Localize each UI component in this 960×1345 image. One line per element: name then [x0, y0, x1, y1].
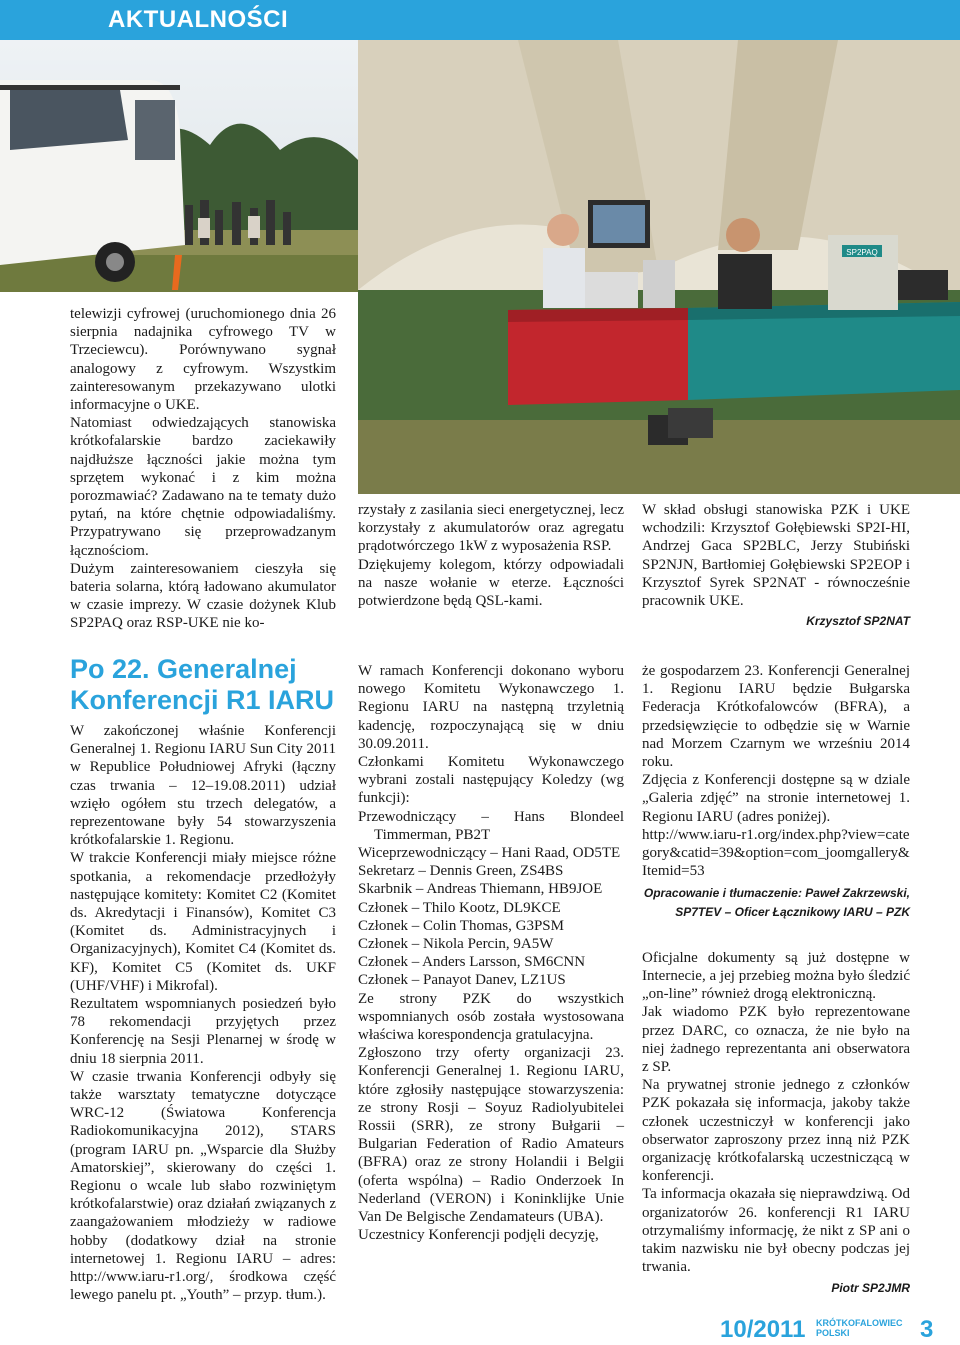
list-item: Przewodniczący – Hans Blondeel Timmerman, PB2T	[358, 808, 624, 843]
photo-radio-tent	[358, 40, 960, 494]
paragraph: Ta informacja okazała się nieprawdziwą. Od organizatorów 26. konferencji R1 IARU otrzymaliśmy informację, że nikt z SP ani o takim nazwisku nie był obecny podczas jej trwania.	[642, 1186, 910, 1276]
paragraph: Zdjęcia z Konferencji dostępne są w dziale „Galeria zdjęć” na stronie internetowej 1. Regionu IARU (adres poniżej).	[642, 772, 910, 825]
list-item: Wiceprzewodniczący – Hani Raad, OD5TE	[358, 845, 621, 862]
paragraph: W skład obsługi stanowiska PZK i UKE wchodzili: Krzysztof Gołębiewski SP2I-HI, Andrzej Gaca SP2BLC, Jerzy Stubiński SP2NJN, Bartłomiej Gołębiewski SP2EOP i Krzysztof Syrek SP2NAT - równocześnie pracownik UKE.	[642, 502, 910, 610]
committee-members-list	[358, 808, 624, 990]
article-column-2	[358, 662, 624, 1245]
article-column-3	[642, 662, 910, 1297]
intro-column-2	[358, 501, 624, 610]
paragraph: W czasie trwania Konferencji odbyły się także warsztaty tematyczne dotyczące WRC-12 (Światowa Konferencja Radiokomunikacyjna 2012), STARS (program IARU pn. „Wsparcie dla Służby Amatorskiej”, skierowany do części 1. Regionu o wcale lub słabo rozwiniętym krótkofalarstwie) oraz działań związanych z zaangażowaniem młodzieży w radiowe hobby (dodatkowy dział na stronie internetowej 1. Regionu IARU – adres: http://www.iaru-r1.org/, środkowa część lewego panelu pt. „Youth” – przyp. tłum.).	[70, 1068, 336, 1304]
paragraph: Na prywatnej stronie jednego z członków PZK pokazała się informacja, jakoby także członek uczestniczył w konferencji jako obserwator zaproszony przez inną niż PZK organizację krótkofalarską uczestniczącą w konferencji.	[642, 1077, 910, 1185]
list-item: Członek – Anders Larsson, SM6CNN	[358, 954, 586, 971]
list-item: Członek – Panayot Danev, LZ1US	[358, 972, 566, 989]
paragraph: Natomiast odwiedzających stanowiska krótkofalarskie bardzo zaciekawiły najdłuższe łączności jakie można tym sprzętem wykonać i z kim można porozmawiać? Zadawano na te tematy dużo pytań, na które chętnie odpowiadaliśmy. Przypatrywano się przeprowadzanym łącznościom.	[70, 415, 336, 559]
magazine-name	[816, 1318, 903, 1338]
paragraph: W ramach Konferencji dokonano wyboru nowego Komitetu Wykonawczego 1. Regionu IARU na następną trzyletnią kadencję, rozpoczynającą się w dniu 30.09.2011.	[358, 663, 624, 752]
paragraph: W trakcie Konferencji miały miejsce różne spotkania, a rekomendacje przedłożyły następujące komitety: Komitet C2 (Komitet ds. Akredytacji i Finansów), Komitet C3 (Komitet ds. Administracyjnych i Organizacyjnych), Komitet C4 (Komitet ds. KF), Komitet C5 (Komitet ds. UKF (UHF/VHF) i Mikrofal).	[70, 850, 336, 994]
magazine-name-line2: POLSKI	[816, 1328, 850, 1338]
paragraph: Uczestnicy Konferencji podjęli decyzję,	[358, 1227, 599, 1244]
list-item: Skarbnik – Andreas Thiemann, HB9JOE	[358, 881, 603, 898]
paragraph: Dziękujemy kolegom, którzy odpowiadali na nasze wołanie w eterze. Łączności potwierdzone będą QSL-kami.	[358, 556, 624, 610]
intro-column-1	[70, 305, 336, 633]
paragraph: Oficjalne dokumenty są już dostępne w Internecie, a jej przebieg można było śledzić „on-line” również drogą elektroniczną.	[642, 949, 910, 1003]
paragraph: że gospodarzem 23. Konferencji Generalnej 1. Regionu IARU będzie Bułgarska Federacja Krótkofalowców (BFRA), a przedsięwzięcie to odbędzie się w Warnie nad Morzem Czarnym we wrześniu 2014 roku.	[642, 663, 910, 771]
list-item: Sekretarz – Dennis Green, ZS4BS	[358, 863, 564, 880]
paragraph: Dużym zainteresowaniem cieszyła się bateria solarna, którą ładowano akumulator w czasie imprezy. W czasie dożynek Klub SP2PAQ oraz RSP-UKE nie ko-	[70, 560, 336, 632]
photo-van-crowd	[0, 40, 358, 292]
paragraph: Członkami Komitetu Wykonawczego wybrani zostali następujący Koledzy (wg funkcji):	[358, 754, 624, 807]
list-item: Członek – Colin Thomas, G3PSM	[358, 917, 564, 934]
magazine-name-line1: KRÓTKOFALOWIEC	[816, 1318, 903, 1328]
translator-credit-role: SP7TEV – Oficer Łącznikowy IARU – PZK	[675, 904, 910, 919]
article-headline: Po 22. Generalnej Konferencji R1 IARU	[70, 654, 335, 715]
paragraph: Zgłoszono trzy oferty organizacji 23. Konferencji Generalnej 1. Regionu IARU, które zgłosiły następujące stowarzyszenia: ze strony Rosji – Soyuz Radiolyubitelei Rossii (SRR), ze strony Bułgarii – Bulgarian Federation of Radio Amateurs (BFRA) oraz ze strony Holandii i Belgii (oferta wspólna) – Radio Onderzoek In Nederland (VERON) i Koninklijke Unie Van De Belgische Zendamateurs (UBA).	[358, 1045, 624, 1226]
paragraph: telewizji cyfrowej (uruchomionego dnia 26 sierpnia nadajnika cyfrowego TV w Trzeciewcu). Porównywano sygnał analogowy z cyfrowym. Wszystkim zainteresowanym przekazywano ulotki informacyjne o UKE.	[70, 306, 336, 414]
list-item: Członek – Nikola Percin, 9A5W	[358, 936, 554, 953]
paragraph: Ze strony PZK do wszystkich wspomnianych osób została wystosowana właściwa korespondencja gratulacyjna.	[358, 990, 624, 1044]
gallery-url[interactable]: http://www.iaru-r1.org/index.php?view=category&catid=39&option=com_joomgallery&Itemid=53	[642, 826, 910, 880]
paragraph: rzystały z zasilania sieci energetycznej, lecz korzystały z akumulatorów oraz agregatu prądotwórczego 1kW z wyposażenia RSP.	[358, 502, 624, 555]
issue-number: 10/2011	[720, 1316, 806, 1343]
tent-sign-text: SP2PAQ	[846, 248, 878, 257]
paragraph: W zakończonej właśnie Konferencji Generalnej 1. Regionu IARU Sun City 2011 w Republice Południowej Afryki (łączny czas trwania – 12–19.08.2011) udział wzięło ogółem stu trzech delegatów, a reprezentowane były 54 stowarzyszenia krótkofalarskie 1. Regionu.	[70, 723, 336, 849]
author-signature: Krzysztof SP2NAT	[806, 614, 910, 629]
intro-column-3	[642, 501, 910, 630]
author-signature: Piotr SP2JMR	[831, 1280, 910, 1295]
article-column-1	[70, 654, 336, 1305]
page-number: 3	[920, 1316, 934, 1343]
paragraph: Rezultatem wspomnianych posiedzeń było 78 rekomendacji przyjętych przez Konferencję na Sesji Plenarnej w środę w dniu 18 sierpnia 2011.	[70, 996, 336, 1067]
translator-credit-name: Opracowanie i tłumaczenie: Paweł Zakrzewski,	[643, 886, 910, 901]
list-item: Członek – Thilo Kootz, DL9KCE	[358, 899, 561, 916]
section-title: AKTUALNOŚCI	[108, 6, 289, 33]
paragraph: Jak wiadomo PZK było reprezentowane przez DARC, co oznacza, że nie było na niej żadnego reprezentanta ani obserwatora z SP.	[642, 1004, 910, 1076]
